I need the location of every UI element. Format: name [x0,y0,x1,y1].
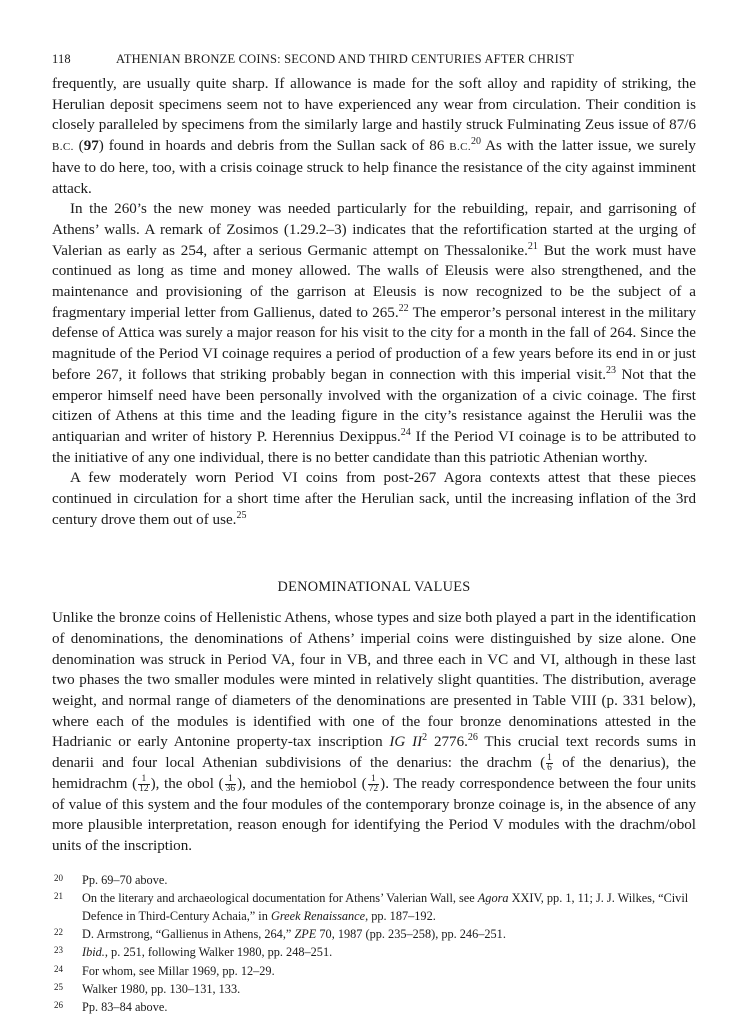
text-run: XXIV, pp. 1, 11; J. J. Wilkes, “Civil Defence in Third-Century Achaia,” in [82,890,689,924]
footnote-21 [52,889,696,925]
footnote-ref[interactable]: 25 [236,509,247,521]
text-run: , p. 251, following Walker 1980, pp. 248–251. [104,945,333,960]
text-run: If the Period VI coinage is to be attributed to the initiative of any one individual, there is no better candidate than this patriotic Athenian worthy. [52,428,696,466]
text-run: As with the latter issue, we surely have to do here, too, with a crisis coinage struck to help finance the resistance of the city against imminent attack. [52,138,696,197]
text-run: 70, 1987 (pp. 235–258), pp. 246–251. [316,927,506,942]
fraction-numerator: 1 [547,753,552,764]
edition-superscript: 2 [422,732,428,744]
text-run: But the work must have continued as long as time and money allowed. The walls of Eleusis were also strengthened, and the maintenance and provisioning of the garrison at Eleusis is now recognized to be the subject of a fragmentary imperial letter from Gallienus, dated to 265. [52,242,696,321]
footnote-24 [52,962,696,980]
footnote-number: 26 [54,1000,63,1011]
fraction-one-twelfth [138,775,150,794]
body-text [52,74,696,857]
page [52,52,696,1016]
text-run: In the 260’s the new money was needed particularly for the rebuilding, repair, and garrisoning of Athens’ walls. A remark of Zosimos (1.29.2–3) indicates that the refortification started at the urging of Valerian as early as 254, after a serious Germanic attempt on Thessalonike. [52,201,696,259]
era-abbrev: B.C. [52,141,74,154]
footnote-22 [52,925,696,943]
italic-title: Agora [477,890,509,905]
catalogue-number: 97 [83,138,99,155]
fraction-denominator: 6 [547,763,552,774]
footnotes [52,871,696,1017]
section-title: DENOMINATIONAL VALUES [277,579,471,596]
italic-title: Ibid. [82,945,105,960]
inscription-corpus: IG [389,734,406,751]
text-run: , pp. 187–192. [365,909,436,924]
footnote-26 [52,998,696,1016]
text-run: ), and the hemiobol ( [237,775,367,792]
text-run: A few moderately worn Period VI coins from post-267 Agora contexts attest that these pieces continued in circulation for a short time after the Herulian sack, until the increasing inflation of the 3rd century drove them out of use. [52,470,696,528]
footnote-number: 23 [54,945,63,956]
fraction-denominator: 72 [368,783,379,794]
footnote-number: 22 [54,927,63,938]
footnote-text [82,925,696,943]
footnote-number: 21 [54,890,63,901]
italic-title: ZPE [294,927,317,942]
page-number: 118 [52,52,71,66]
footnote-ref[interactable]: 20 [471,136,482,148]
running-title: ATHENIAN BRONZE COINS: SECOND AND THIRD CENTURIES AFTER CHRIST [116,52,575,66]
fraction-denominator: 36 [225,783,236,794]
text-run: ), the obol ( [150,775,224,792]
footnote-number: 25 [54,981,63,992]
fraction-numerator: 1 [368,775,380,785]
footnote-number: 20 [54,872,63,883]
text-run: 2776. [427,734,468,751]
paragraph-1 [52,74,696,199]
footnote-25 [52,980,696,998]
fraction-one-thirty-sixth [225,775,237,794]
text-run: frequently, are usually quite sharp. If allowance is made for the soft alloy and rapidity of striking, the Herulian deposit specimens seem not to have experienced any wear from circulation. Their condition is closely paralleled by specimens from the similarly large and hastily struck Fulminating Zeus issue of 87/6 [52,76,696,134]
fraction-one-sixth [546,754,553,773]
text-run: ). The ready correspondence between the four units of value of this system and the four modules of the contemporary bronze coinage is, in the absence of any more plausible interpretation, reason enough for identifying the Period V modules with the drachm/obol units of the inscription. [52,775,697,854]
fraction-numerator: 1 [225,775,237,785]
text-run: The emperor’s personal interest in the military defense of Attica was surely a major reason for his visit to the city for a month in the fall of 264. Since the magnitude of the Period VI coinage requires a period of production of a few years before its end in or just before 267, it follows that striking probably began in connection with this imperial visit. [52,304,696,383]
footnote-text: Pp. 69–70 above. [82,872,168,887]
text-run: This crucial text records sums in denarii and four local Athenian subdivisions of the denarius: the drachm ( [52,734,697,772]
footnote-20 [52,871,696,889]
footnote-23 [52,943,696,961]
footnote-number: 24 [54,963,63,974]
inscription-volume: II [405,734,423,751]
footnote-ref[interactable]: 26 [467,732,478,744]
section-paragraph [52,608,696,856]
fraction-one-seventy-second [368,775,380,794]
footnote-ref[interactable]: 21 [527,240,538,252]
fraction-numerator: 1 [138,775,150,785]
text-run: Unlike the bronze coins of Hellenistic Athens, whose types and size both played a part in the identification of denominations, the denominations of Athens’ imperial coins were distinguished by size alone. One denomination was struck in Period VA, four in VB, and three each in VC and VI, although in these last two phases the two smaller modules were minted in relatively slight quantities. The distribution, average weight, and normal range of diameters of the denominations are presented in Table VIII (p. 331 below), where each of the modules is identified with one of the four bronze denominations attested in the Hadrianic or early Antonine property-tax inscription [52,610,696,751]
footnote-ref[interactable]: 24 [400,426,411,438]
fraction-denominator: 12 [139,783,149,794]
italic-title: Greek Renaissance [270,909,366,924]
text-run: On the literary and archaeological documentation for Athens’ Valerian Wall, see [82,890,478,905]
text-run: Not that the emperor himself need have been personally involved with the organization of a civic coinage. The first citizen of Athens at this time and the leading figure in the city’s resistance against the Herulii was the antiquarian and writer of history P. Herennius Dexippus. [52,366,696,445]
era-abbrev: B.C. [449,141,472,154]
footnote-text [82,943,696,961]
paragraph-3 [52,468,696,530]
footnote-text [82,889,696,925]
text-run: ) found in hoards and debris from the Sullan sack of 86 [98,138,450,155]
text-run: D. Armstrong, “Gallienus in Athens, 264,” [82,927,295,942]
footnote-text: For whom, see Millar 1969, pp. 12–29. [82,963,275,978]
text-run: ( [73,138,84,155]
text-run: of the denarius), the hemidrachm ( [52,755,696,792]
footnote-ref[interactable]: 22 [398,302,409,314]
footnote-text: Pp. 83–84 above. [82,1000,168,1015]
paragraph-2 [52,199,696,468]
running-header [52,52,696,74]
footnote-text: Walker 1980, pp. 130–131, 133. [82,981,241,996]
footnote-ref[interactable]: 23 [606,364,617,376]
